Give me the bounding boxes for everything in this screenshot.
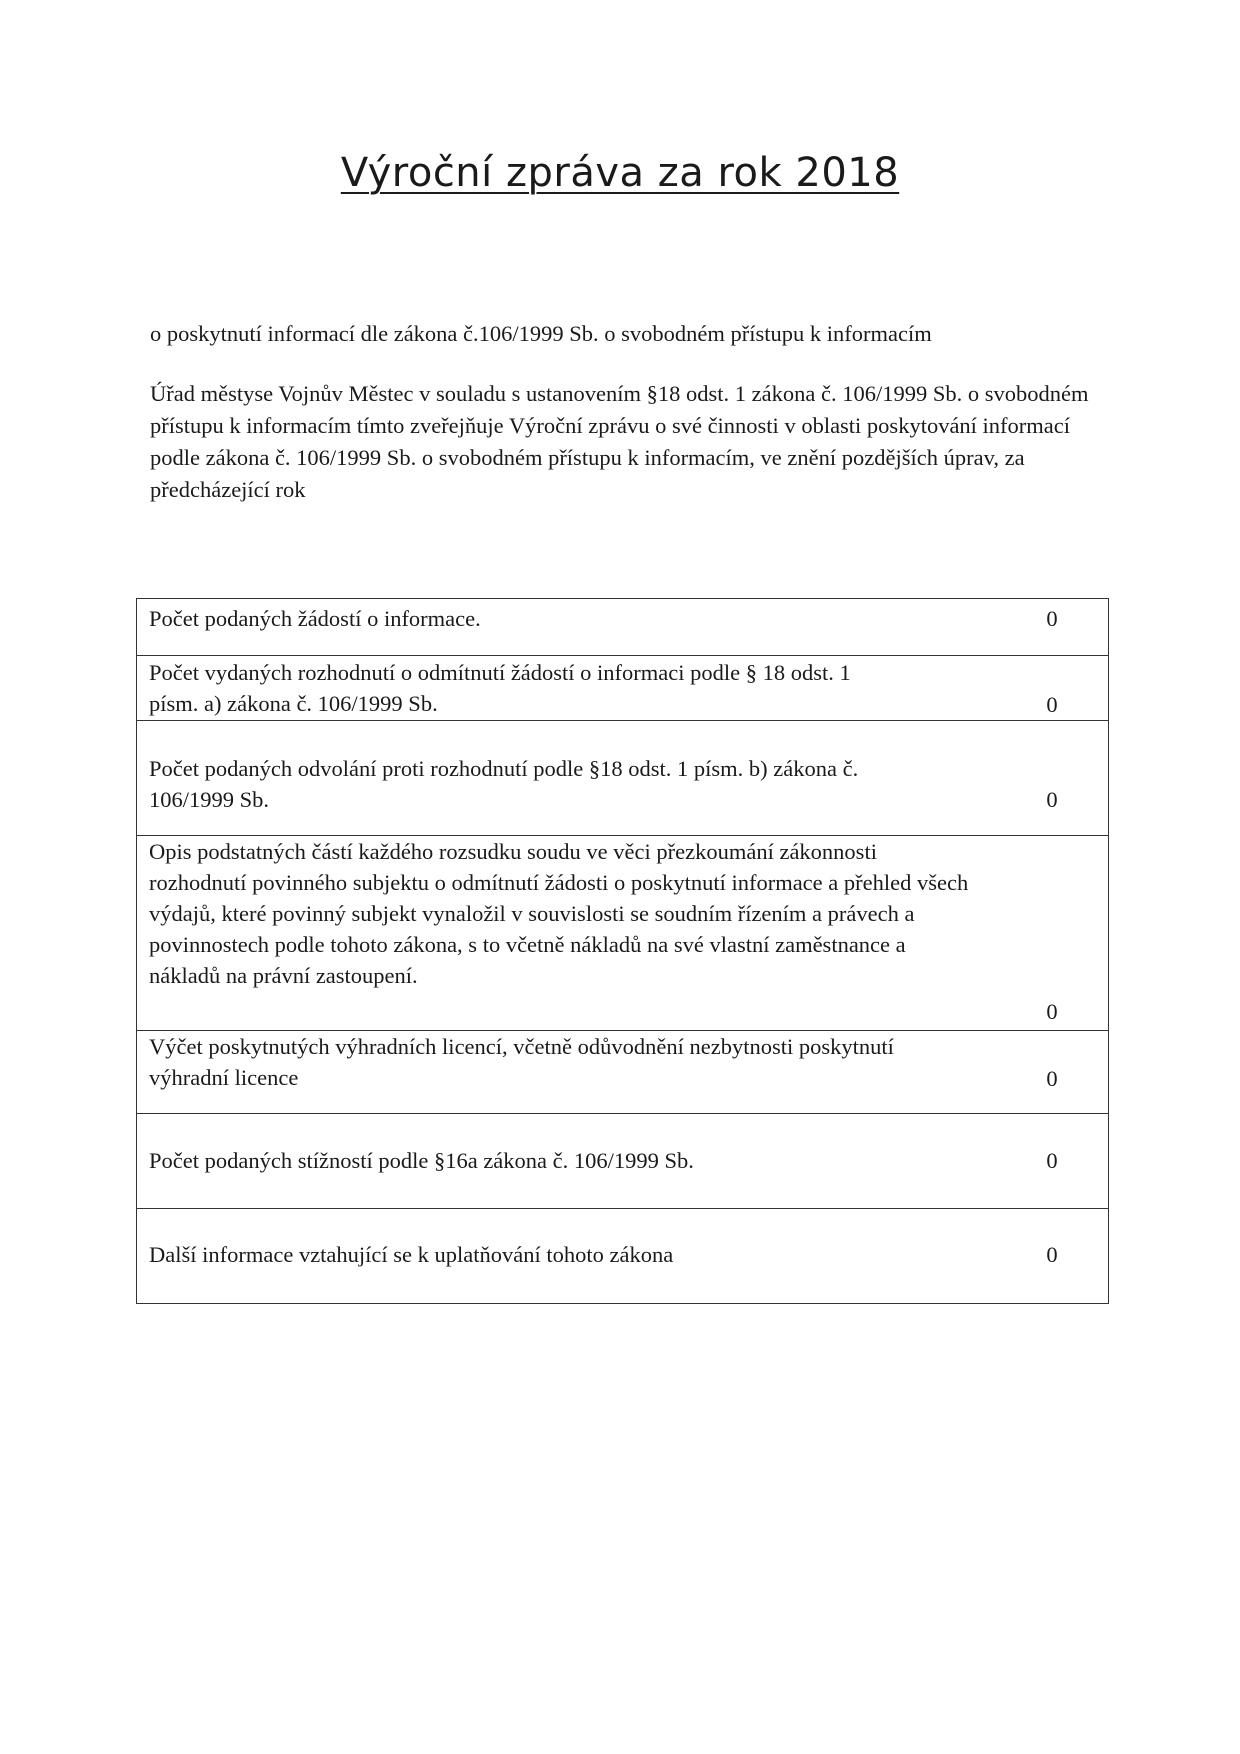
row-value: 0: [1046, 999, 1058, 1024]
table-cell: [137, 1209, 1109, 1304]
row-value: 0: [1046, 606, 1058, 631]
row-value: 0: [1046, 787, 1058, 812]
row-label: Výčet poskytnutých výhradních licencí, včetně odůvodnění nezbytnosti poskytnutí výhradní licence: [149, 1034, 894, 1090]
row-label: Počet vydaných rozhodnutí o odmítnutí žádostí o informaci podle § 18 odst. 1 písm. a) zákona č. 106/1999 Sb.: [149, 660, 851, 716]
table-row: [137, 1031, 1109, 1114]
row-label: Další informace vztahující se k uplatňování tohoto zákona: [149, 1242, 674, 1267]
intro-paragraph: Úřad městyse Vojnův Městec v souladu s ustanovením §18 odst. 1 zákona č. 106/1999 Sb. o svobodném přístupu k informacím tímto zveřejňuje Výroční zprávu o své činnosti v oblasti poskytování informací podle zákona č. 106/1999 Sb. o svobodném přístupu k informacím, ve znění pozdějších úprav, za předcházející rok: [150, 381, 1089, 502]
table-row: [137, 656, 1109, 721]
table-row: [137, 721, 1109, 836]
table-cell: [137, 656, 1109, 721]
row-label: Počet podaných žádostí o informace.: [149, 606, 481, 631]
document-title: [0, 150, 1240, 196]
table-row: [137, 1209, 1109, 1304]
row-value: 0: [1046, 1148, 1058, 1173]
table-cell: [137, 1114, 1109, 1209]
document-title-text: Výroční zpráva za rok 2018: [340, 150, 900, 196]
row-label: Opis podstatných částí každého rozsudku soudu ve věci přezkoumání zákonnosti rozhodnutí povinného subjektu o odmítnutí žádosti o poskytnutí informace a přehled všech výdajů, které povinný subjekt vynaložil v souvislosti se soudním řízením a právech a povinnostech podle tohoto zákona, s to včetně nákladů na své vlastní zaměstnance a nákladů na právní zastoupení.: [149, 839, 969, 988]
row-value: 0: [1046, 1242, 1058, 1267]
table-cell: [137, 1031, 1109, 1114]
document-subtitle: o poskytnutí informací dle zákona č.106/1999 Sb. o svobodném přístupu k informacím: [150, 321, 932, 346]
table-cell: [137, 599, 1109, 656]
row-value: 0: [1046, 692, 1058, 717]
table-cell: [137, 721, 1109, 836]
table-cell: [137, 836, 1109, 1031]
table-row: [137, 836, 1109, 1031]
row-label: Počet podaných stížností podle §16a zákona č. 106/1999 Sb.: [149, 1148, 694, 1173]
report-table: [136, 598, 1109, 1304]
row-label: Počet podaných odvolání proti rozhodnutí podle §18 odst. 1 písm. b) zákona č. 106/1999 Sb.: [149, 756, 859, 812]
table-row: [137, 599, 1109, 656]
table-row: [137, 1114, 1109, 1209]
row-value: 0: [1046, 1066, 1058, 1091]
